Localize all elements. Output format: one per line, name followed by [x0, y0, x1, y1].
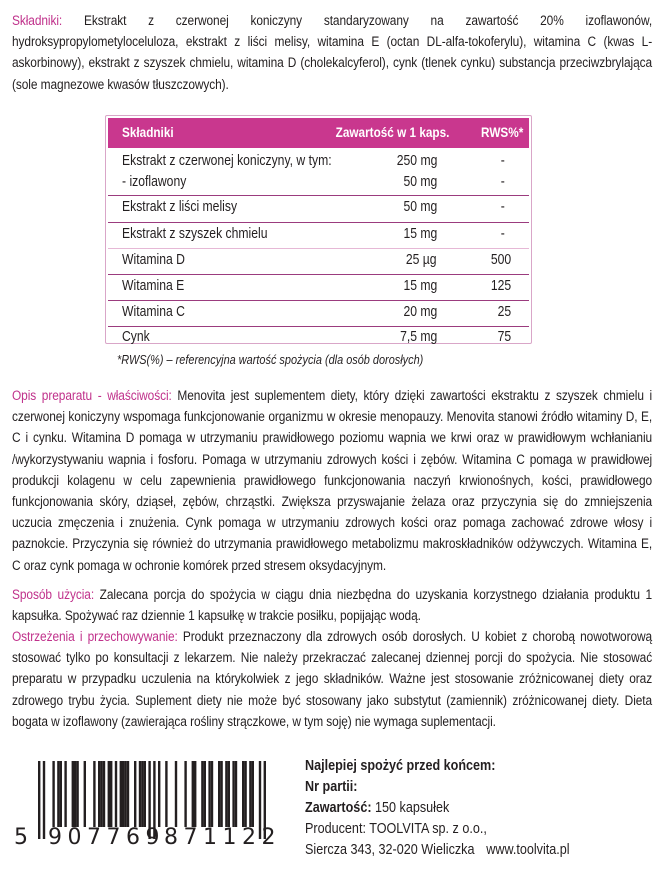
barcode-bar — [108, 761, 110, 827]
header-rws: RWS%* — [480, 124, 523, 140]
barcode-bar — [127, 761, 129, 827]
barcode-bar — [72, 761, 74, 827]
table-row — [108, 249, 529, 275]
barcode-bar — [232, 761, 234, 827]
barcode-left-group: 907769 — [48, 825, 165, 850]
barcode-right-group: 871122 — [164, 825, 281, 850]
row-name: Ekstrakt z liści melisy — [122, 199, 238, 215]
barcode-bar — [100, 761, 102, 827]
table-row — [108, 150, 529, 196]
barcode-bar — [122, 761, 124, 827]
table-row — [108, 301, 529, 327]
barcode-bar — [204, 761, 206, 827]
contents-label: Zawartość: — [305, 799, 372, 816]
row-amount: 50 mg — [403, 199, 437, 215]
usage-section — [12, 585, 652, 627]
barcode-bar — [110, 761, 112, 827]
barcode-bar — [194, 761, 196, 827]
barcode-bar — [141, 761, 143, 827]
warnings-text: Produkt przeznaczony dla zdrowych osób dorosłych. U kobiet z chorobą nowotworową stosować tylko po konsultacji z lekarzem. Nie należy przekraczać zalecanej dziennej porcji do spożycia. Nie stosować preparatu w przypadku uczulenia na którykolwiek z jego składników. Ważne jest stosowanie zróżnicowanej diety oraz zdrowego trybu życia. Suplement diety nie może być stosowany jako substytut (zamiennik) zróżnicowanej diety. Dieta bogata w izoflawony (zawierająca rośliny strączkowe, w tym soję) nie wymaga suplementacji. — [12, 629, 653, 730]
row-sub-amount: 50 mg — [403, 174, 437, 190]
usage-heading: Sposób użycia: — [12, 587, 95, 603]
barcode-bar — [52, 761, 54, 827]
barcode-bar — [64, 761, 66, 827]
barcode-guard-bar — [43, 761, 45, 839]
description-heading: Opis preparatu - właściwości: — [12, 388, 172, 404]
producer-address: Siercza 343, 32-020 Wieliczka — [305, 841, 475, 858]
header-ingredients: Składniki — [122, 124, 174, 140]
header-amount: Zawartość w 1 kaps. — [335, 124, 449, 140]
row-amount: 20 mg — [403, 304, 437, 320]
barcode-bar — [175, 761, 177, 827]
product-info — [305, 755, 570, 860]
barcode-bar — [74, 761, 76, 827]
barcode-bar — [60, 761, 62, 827]
barcode-bar — [120, 761, 122, 827]
row-amount: 15 mg — [403, 278, 437, 294]
row-name: Witamina E — [122, 278, 185, 294]
barcode-bar — [139, 761, 141, 827]
barcode-bar — [158, 761, 160, 827]
row-amount: 15 mg — [403, 226, 437, 242]
composition-table — [105, 115, 532, 344]
barcode-bar — [184, 761, 186, 827]
row-sub-rws: - — [500, 174, 505, 190]
usage-text: Zalecana porcja do spożycia w ciągu dnia niezbędna do uzyskania korzystnego działania produktu 1 kapsułka. Spożywać raz dziennie 1 kapsułkę w trakcie posiłku, popijając wodą. — [12, 587, 653, 625]
ean13-barcode — [0, 745, 290, 870]
row-name: Ekstrakt z szyszek chmielu — [122, 226, 268, 242]
barcode-bar — [242, 761, 244, 827]
description-section — [12, 386, 652, 577]
barcode-guard-bar — [38, 761, 40, 839]
row-amount: 7,5 mg — [399, 329, 437, 345]
barcode-bar — [252, 761, 254, 827]
barcode-bar — [115, 761, 117, 827]
barcode-bar — [84, 761, 86, 827]
row-rws: 500 — [490, 252, 511, 268]
row-name: Witamina D — [122, 252, 185, 268]
barcode-bar — [211, 761, 213, 827]
row-amount: 25 µg — [406, 252, 437, 268]
barcode-bar — [201, 761, 203, 827]
row-rws: - — [500, 199, 505, 215]
row-name: Witamina C — [122, 304, 185, 320]
row-rws: 125 — [490, 278, 511, 294]
description-text: Menovita jest suplementem diety, który dzięki zawartości ekstraktu z szyszek chmielu i czerwonej koniczyny wspomaga funkcjonowanie organizmu w okresie menopauzy. Menovita stanowi źródło witaminy D, E, C i cynku. Witamina D pomaga w utrzymaniu prawidłowego poziomu wapnia we krwi oraz w prawidłowym wchłanianiu /wykorzystywaniu wapnia i fosforu. Pomaga w utrzymaniu zdrowych kości i zębów. Witamina C pomaga w prawidłowej produkcji kolagenu w celu zapewnienia prawidłowego funkcjonowania naczyń krwionośnych, kości, prawidłowego funkcjonowania skóry, dziąseł, zębów, chrząstki. Zwiększa przyswajanie żelaza oraz przyczynia się do zmniejszenia uczucia zmęczenia i znużenia. Cynk pomaga w utrzymaniu zdrowych kości oraz pomaga zachować zdrowe włosy i paznokcie. Przyczynia się również do utrzymania prawidłowego metabolizmu makroskładników odżywczych. Witamina E, C oraz cynk pomaga w ochronie komórek przed stresem oksydacyjnym. — [12, 388, 653, 574]
row-rws: - — [500, 226, 505, 242]
barcode-bar — [93, 761, 95, 827]
producer-label: Producent: — [305, 820, 366, 837]
barcode-bar — [244, 761, 246, 827]
website-link[interactable]: www.toolvita.pl — [486, 841, 570, 858]
row-rws: 75 — [497, 329, 511, 345]
barcode-bar — [134, 761, 136, 827]
barcode-bar — [220, 761, 222, 827]
warnings-section — [12, 627, 652, 733]
best-before-label: Najlepiej spożyć przed końcem: — [305, 757, 496, 774]
warnings-heading: Ostrzeżenia i przechowywanie: — [12, 629, 178, 645]
barcode-bar — [225, 761, 227, 827]
barcode-bar — [124, 761, 126, 827]
barcode-bar — [249, 761, 251, 827]
barcode-bar — [98, 761, 100, 827]
row-sub-name: - izoflawony — [122, 174, 187, 190]
contents-value: 150 kapsułek — [375, 799, 450, 816]
barcode-bar — [192, 761, 194, 827]
producer-value: TOOLVITA sp. z o.o., — [369, 820, 487, 837]
row-name: Cynk — [122, 329, 150, 345]
barcode-bar — [165, 761, 167, 827]
barcode-bar — [228, 761, 230, 827]
row-amount: 250 mg — [396, 153, 437, 169]
barcode-bar — [218, 761, 220, 827]
table-header — [108, 118, 529, 148]
barcode-first-digit: 5 — [14, 825, 34, 850]
batch-label: Nr partii: — [305, 778, 358, 795]
row-name: Ekstrakt z czerwonej koniczyny, w tym: — [122, 153, 332, 169]
barcode-bar — [76, 761, 78, 827]
barcode-bar — [57, 761, 59, 827]
table-row — [108, 275, 529, 301]
rws-footnote: *RWS(%) – referencyjna wartość spożycia (dla osób dorosłych) — [117, 352, 424, 367]
barcode-bar — [208, 761, 210, 827]
ingredients-heading: Składniki: — [12, 13, 63, 29]
ingredients-section — [12, 11, 652, 96]
row-rws: 25 — [497, 304, 511, 320]
barcode-bar — [103, 761, 105, 827]
table-row — [108, 327, 529, 343]
row-rws: - — [500, 153, 505, 169]
table-row — [108, 223, 529, 249]
table-row — [108, 196, 529, 223]
barcode-bar — [235, 761, 237, 827]
ingredients-text: Ekstrakt z czerwonej koniczyny standaryzowany na zawartość 20% izoflawonów, hydroksypropylometyloceluloza, ekstrakt z liści melisy, witamina E (octan DL-alfa-tokoferylu), witamina C (kwas L-askorbinowy), ekstrakt z szyszek chmielu, witamina D (cholekalcyferol), cynk (tlenek cynku) substancja przeciwzbrylająca (sole magnezowe kwasów tłuszczowych). — [12, 13, 653, 93]
barcode-bar — [144, 761, 146, 827]
